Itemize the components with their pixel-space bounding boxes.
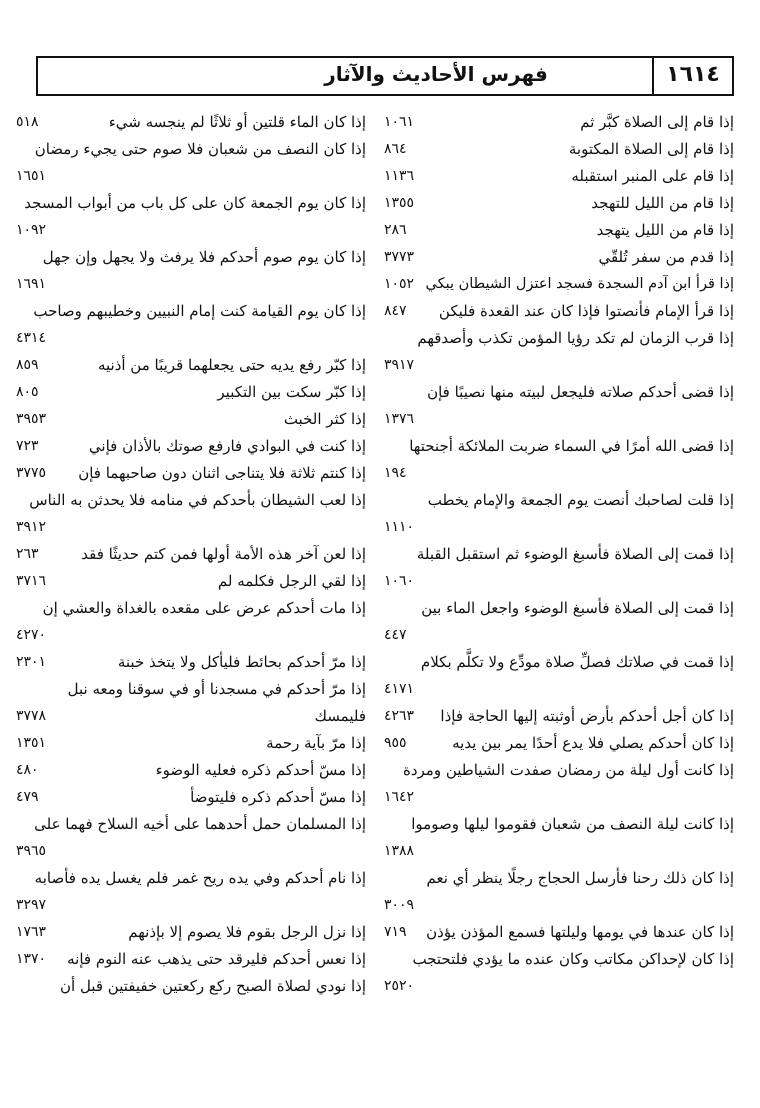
entry-text: إذا كان الماء قلتين أو ثلاثًا لم ينجسه شيء [108,113,366,131]
entry-reference-number: ٤٤٧ [384,627,407,643]
entry-line [16,488,366,514]
entry-reference-number: ١٦٩١ [16,276,47,292]
entry-line [16,974,366,1000]
entry-line [16,299,366,325]
entry-line [16,137,366,163]
page-number: ١٦١٤ [666,62,720,87]
entry-line [384,677,734,703]
entry-line [384,704,734,730]
entry-line [384,245,734,271]
entry-text: إذا لعن آخر هذه الأمة أولها فمن كتم حديثًا فقد [81,545,366,563]
entry-line [384,434,734,460]
entry-line [384,488,734,514]
entry-line [384,623,734,649]
entry-reference-number: ٣٩١٢ [16,519,47,535]
entry-line [384,407,734,433]
entry-text: إذا كبّر سكت بين التكبير [217,383,366,401]
entry-reference-number: ٢٣٠١ [16,654,47,670]
entry-text: إذا قرأ الإمام فأنصتوا فإذا كان عند القعدة فليكن [438,302,734,320]
entry-text: إذا كان ذلك رحنا فأرسل الحجاج رجلًا ينظر أي نعم [426,869,734,887]
page-title: فهرس الأحاديث والآثار [324,62,548,86]
entry-text: إذا كان لإحداكن مكاتب وكان عنده ما يؤدي فلتحتجب [412,950,734,968]
header-left-border [36,56,38,96]
entry-reference-number: ٢٥٢٠ [384,978,415,994]
entry-line [16,866,366,892]
entry-line [384,785,734,811]
entry-reference-number: ١١٣٦ [384,168,415,184]
entry-line [16,947,366,973]
entry-line [16,326,366,352]
entry-text: إذا كثر الخبث [283,410,366,428]
entry-reference-number: ١٠٦٠ [384,573,415,589]
entry-text: إذا نزل الرجل بقوم فلا يصوم إلا بإذنهم [128,923,366,941]
entry-text: إذا كان أجل أحدكم بأرض أوثبته إليها الحاجة فإذا [440,707,734,725]
entry-line [16,569,366,595]
entry-text: إذا مرّ أحدكم بحائط فليأكل ولا يتخذ خبنة [117,653,366,671]
entry-text: إذا المسلمان حمل أحدهما على أخيه السلاح فهما على [34,815,366,833]
entry-text: إذا كنت في البوادي فارفع صوتك بالأذان فإني [88,437,366,455]
entry-line [16,596,366,622]
entry-reference-number: ٣٩٥٣ [16,411,47,427]
entry-text: إذا نام أحدكم وفي يده ريح غمر فلم يغسل يده فأصابه [34,869,366,887]
entry-line [16,893,366,919]
entry-text: إذا قمت إلى الصلاة فأسبغ الوضوء ثم استقبل القبلة [416,545,734,563]
entry-reference-number: ٧٢٣ [16,438,39,454]
entry-line [16,434,366,460]
entry-line [16,110,366,136]
entry-line [16,677,366,703]
entry-line [16,164,366,190]
entry-text: إذا لعب الشيطان بأحدكم في منامه فلا يحدثن به الناس [29,491,366,509]
entry-line [16,353,366,379]
entry-reference-number: ١٠٦١ [384,114,415,130]
entry-line [384,893,734,919]
entry-line [384,461,734,487]
entry-text: إذا قمت إلى الصلاة فأسبغ الوضوء واجعل الماء بين [421,599,734,617]
entry-text: إذا كبّر رفع يديه حتى يجعلهما قريبًا من أذنيه [97,356,366,374]
entry-line [384,947,734,973]
entry-reference-number: ٤٣١٤ [16,330,47,346]
entry-line [384,839,734,865]
entry-reference-number: ٣٩١٧ [384,357,415,373]
entry-line [16,812,366,838]
entry-reference-number: ١٣٧٠ [16,951,47,967]
entry-reference-number: ١٦٤٢ [384,789,415,805]
entry-reference-number: ٤٨٠ [16,762,39,778]
entry-reference-number: ٣٢٩٧ [16,897,47,913]
entry-line [384,920,734,946]
entry-reference-number: ١٣٥٥ [384,195,415,211]
entry-text: إذا قام إلى الصلاة كبَّر ثم [580,113,734,131]
entry-reference-number: ١٠٩٢ [16,222,47,238]
entry-reference-number: ٣٩٦٥ [16,843,47,859]
entry-reference-number: ٣٠٠٩ [384,897,415,913]
entry-line [384,758,734,784]
entry-text: إذا قام على المنبر استقبله [571,167,734,185]
entry-line [384,353,734,379]
entry-reference-number: ٣٧٧٨ [16,708,47,724]
entry-line [16,461,366,487]
entry-reference-number: ١٣٨٨ [384,843,415,859]
entry-text: إذا نودي لصلاة الصبح ركع ركعتين خفيفتين قبل أن [60,977,366,995]
entry-text: إذا مسّ أحدكم ذكره فليتوضأ [190,788,366,806]
entry-line [16,704,366,730]
entry-line [16,380,366,406]
entry-line [384,326,734,352]
entry-reference-number: ١١١٠ [384,519,415,535]
entry-reference-number: ٥١٨ [16,114,39,130]
entry-text: إذا قضى الله أمرًا في السماء ضربت الملائكة أجنحتها [409,437,734,455]
entry-text: إذا كان يوم صوم أحدكم فلا يرفث ولا يجهل وإن جهل [42,248,366,266]
entry-line [384,299,734,325]
entry-reference-number: ٨٠٥ [16,384,39,400]
entry-line [16,245,366,271]
entry-text: إذا كنتم ثلاثة فلا يتناجى اثنان دون صاحبهما فإن [78,464,366,482]
entry-line [384,542,734,568]
entry-line [384,191,734,217]
entry-reference-number: ٣٧١٦ [16,573,47,589]
entry-reference-number: ٣٧٧٥ [16,465,47,481]
entry-line [384,272,734,298]
entry-text: إذا كان عندها في يومها وليلتها فسمع المؤذن يؤذن [426,923,734,941]
entry-line [384,380,734,406]
entry-reference-number: ٧١٩ [384,924,407,940]
entry-line [16,839,366,865]
entry-line [384,812,734,838]
entry-text: إذا قضى أحدكم صلاته فليجعل لبيته منها نصيبًا فإن [427,383,734,401]
entry-reference-number: ٢٨٦ [384,222,407,238]
entry-line [384,569,734,595]
entry-reference-number: ٤١٧١ [384,681,415,697]
page-header [36,56,734,96]
entry-text: إذا قمت في صلاتك فصلِّ صلاة مودِّع ولا تكلَّم بكلام [420,653,734,671]
entry-text: إذا قلت لصاحبك أنصت يوم الجمعة والإمام يخطب [427,491,734,509]
entry-line [16,758,366,784]
entry-line [384,650,734,676]
entry-line [384,596,734,622]
entry-text: فليمسك [314,707,366,725]
entry-line [384,218,734,244]
entry-text: إذا لقي الرجل فكلمه لم [217,572,366,590]
entry-text: إذا قام من الليل يتهجد [596,221,734,239]
entry-reference-number: ٨٤٧ [384,303,407,319]
entry-text: إذا كانت ليلة النصف من شعبان فقوموا ليلها وصوموا [411,815,734,833]
entry-reference-number: ٤٢٧٠ [16,627,47,643]
entry-text: إذا مات أحدكم عرض على مقعده بالغداة والعشي إن [42,599,366,617]
entry-line [16,218,366,244]
entry-reference-number: ١٣٥١ [16,735,47,751]
entry-text: إذا كان النصف من شعبان فلا صوم حتى يجيء رمضان [34,140,366,158]
entry-text: إذا قام إلى الصلاة المكتوبة [568,140,734,158]
entry-text: إذا قرب الزمان لم تكد رؤيا المؤمن تكذب وأصدقهم [417,329,734,347]
entry-line [16,920,366,946]
entry-reference-number: ١٦٥١ [16,168,47,184]
entry-line [16,623,366,649]
entry-line [16,785,366,811]
entry-line [384,866,734,892]
header-right-border [732,56,734,96]
entry-line [384,515,734,541]
entry-text: إذا مرّ بآية رحمة [266,734,366,752]
entry-line [16,731,366,757]
entry-line [16,515,366,541]
entry-reference-number: ١٣٧٦ [384,411,415,427]
entry-line [16,191,366,217]
entry-reference-number: ٨٥٩ [16,357,39,373]
entry-text: إذا كان يوم الجمعة كان على كل باب من أبواب المسجد [24,194,366,212]
entry-reference-number: ١٧٦٣ [16,924,47,940]
entry-text: إذا قرأ ابن آدم السجدة فسجد اعتزل الشيطان يبكي [425,276,734,292]
entry-text: إذا مسّ أحدكم ذكره فعليه الوضوء [155,761,366,779]
entry-line [16,542,366,568]
entry-text: إذا كانت أول ليلة من رمضان صفدت الشياطين ومردة [402,761,734,779]
entry-reference-number: ٨٦٤ [384,141,407,157]
entry-line [384,164,734,190]
entry-text: إذا كان يوم القيامة كنت إمام النبيين وخطيبهم وصاحب [33,302,366,320]
entry-reference-number: ٩٥٥ [384,735,407,751]
entry-line [16,272,366,298]
entry-line [384,731,734,757]
header-bottom-rule [36,94,734,96]
entry-reference-number: ٤٧٩ [16,789,39,805]
entry-reference-number: ٣٧٧٣ [384,249,415,265]
entry-text: إذا قام من الليل للتهجد [591,194,734,212]
entry-text: إذا قدم من سفر تُلقّي [598,248,734,266]
entry-reference-number: ١٩٤ [384,465,407,481]
entry-text: إذا مرّ أحدكم في مسجدنا أو في سوقنا ومعه نبل [67,680,366,698]
header-top-rule [36,56,734,58]
entry-text: إذا كان أحدكم يصلي فلا يدع أحدًا يمر بين يديه [452,734,734,752]
entry-line [16,650,366,676]
entry-reference-number: ٢٦٣ [16,546,39,562]
entry-line [16,407,366,433]
entry-reference-number: ١٠٥٢ [384,276,415,292]
entry-line [384,110,734,136]
entry-text: إذا نعس أحدكم فليرقد حتى يذهب عنه النوم فإنه [67,950,366,968]
entry-reference-number: ٤٢٦٣ [384,708,415,724]
entry-line [384,137,734,163]
entry-line [384,974,734,1000]
